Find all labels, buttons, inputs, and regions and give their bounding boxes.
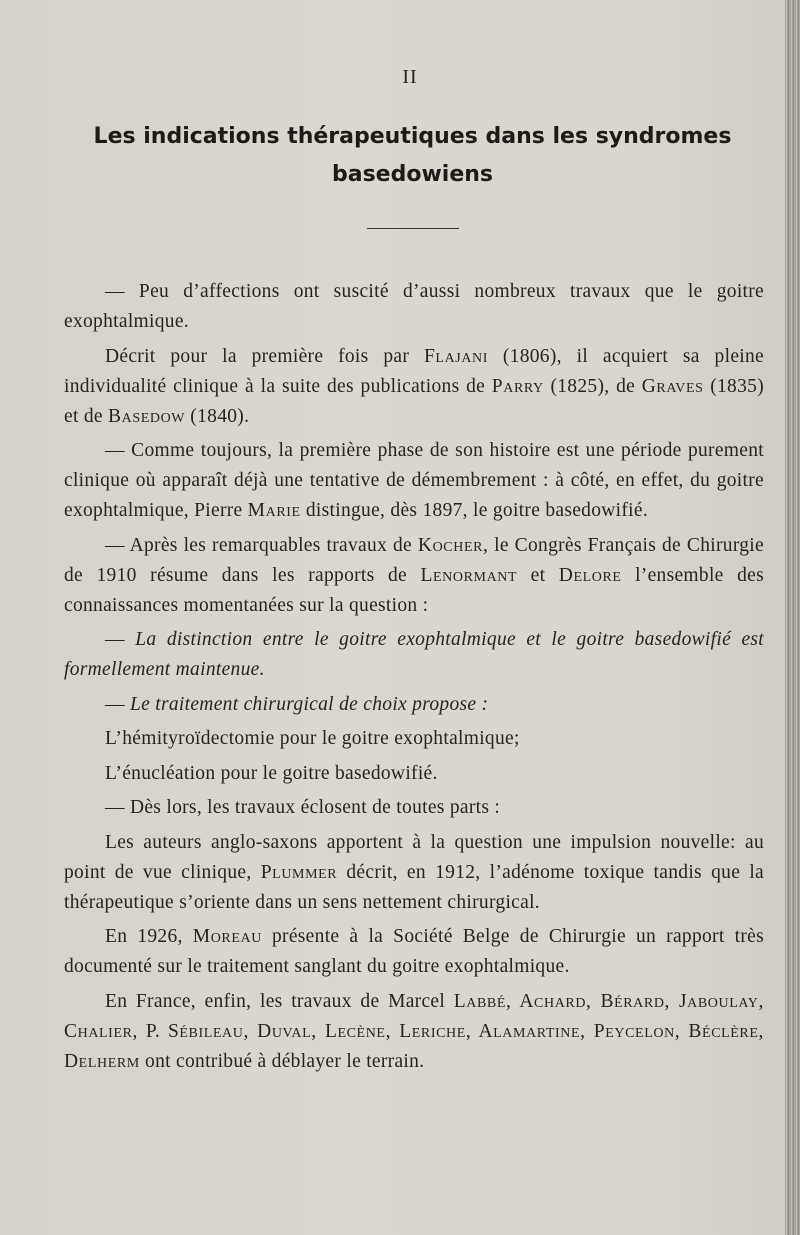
author-name: Delore	[558, 564, 622, 586]
author-name: Flajani	[423, 345, 489, 367]
title-divider	[367, 228, 459, 229]
page-number: II	[402, 66, 418, 88]
italic-statement: La distinction entre le goitre exophtalmique et le goitre basedowifié est formellement maintenue.	[64, 629, 765, 680]
dash: —	[105, 693, 130, 715]
text-run: Les auteurs anglo-saxons apportent à la question une impulsion nouvelle: au point de vue clinique,	[64, 831, 764, 883]
paragraph-4	[64, 531, 764, 621]
text-run: , le Congrès Français de Chirurgie de 1910 résume dans les rapports de	[64, 534, 764, 586]
paragraph-7: L’hémityroïdectomie pour le goitre exophtalmique;	[105, 728, 520, 749]
page-edge	[785, 0, 800, 1235]
author-name: Moreau	[192, 926, 262, 947]
title-line-1: Les indications thérapeutiques dans les syndromes	[93, 124, 732, 149]
author-name: Marie	[247, 500, 301, 521]
text-run: ont contribué à déblayer le terrain.	[139, 1050, 425, 1072]
body-text	[64, 277, 764, 1081]
author-name: Plummer	[260, 861, 338, 883]
paragraph-11	[64, 922, 764, 982]
author-names: Sébileau, Duval, Lecène, Leriche, Alamartine, Peycelon, Béclère, Delherm	[64, 1020, 764, 1072]
dash: —	[105, 629, 136, 650]
italic-statement: Le traitement chirurgical de choix propose :	[129, 693, 489, 715]
text-run: l’ensemble des connaissances momentanées sur la question :	[64, 564, 764, 616]
text-run: présente à la Société Belge de Chirurgie un rapport très documenté sur le traitement sanglant du goitre exophtalmique.	[64, 926, 764, 977]
text-run: et	[517, 564, 559, 586]
page-title	[60, 118, 765, 194]
text-run: Décrit pour la première fois par	[105, 345, 424, 367]
paragraph-5	[64, 625, 764, 685]
paragraph-9: — Dès lors, les travaux éclosent de toutes parts :	[105, 797, 501, 818]
author-name: Graves	[641, 375, 704, 397]
paragraph-1: — Peu d’affections ont suscité d’aussi nombreux travaux que le goitre exophtalmique.	[64, 281, 764, 332]
author-name: Lenormant	[420, 564, 518, 586]
text-run: décrit, en 1912, l’adénome toxique tandis que la thérapeutique s’oriente dans un sens nettement chirurgical.	[64, 861, 765, 913]
text-run: — Après les remarquables travaux de	[105, 534, 418, 556]
paragraph-10	[64, 828, 764, 918]
text-run: En 1926,	[105, 926, 193, 947]
text-run: (1835) et de	[64, 375, 764, 427]
paragraph-8: L’énucléation pour le goitre basedowifié.	[105, 762, 438, 784]
title-line-2: basedowiens	[331, 162, 493, 187]
text-run: (1825), de	[543, 375, 642, 397]
text-run: En France, enfin, les travaux de Marcel	[105, 990, 454, 1012]
author-name: Parry	[491, 375, 544, 397]
text-run: (1806), il acquiert sa pleine individualité clinique à la suite des publications de	[64, 345, 764, 397]
text-run: — Comme toujours, la première phase de son histoire est une période purement clinique où apparaît déjà une tentative de démembrement : à côté, en effet, du goitre exophtalmique, Pierre	[64, 440, 764, 521]
author-names: Labbé, Achard, Bérard, Jaboulay, Chalier,	[64, 990, 764, 1042]
paragraph-2	[64, 342, 764, 432]
text-run: (1840).	[185, 405, 250, 427]
author-name: Basedow	[108, 405, 186, 427]
author-name: Kocher	[417, 534, 484, 556]
text-run: P.	[138, 1020, 168, 1042]
paragraph-6	[64, 690, 764, 720]
paragraph-3	[64, 436, 764, 526]
paragraph-12	[64, 987, 764, 1077]
text-run: distingue, dès 1897, le goitre basedowifié.	[300, 500, 649, 521]
